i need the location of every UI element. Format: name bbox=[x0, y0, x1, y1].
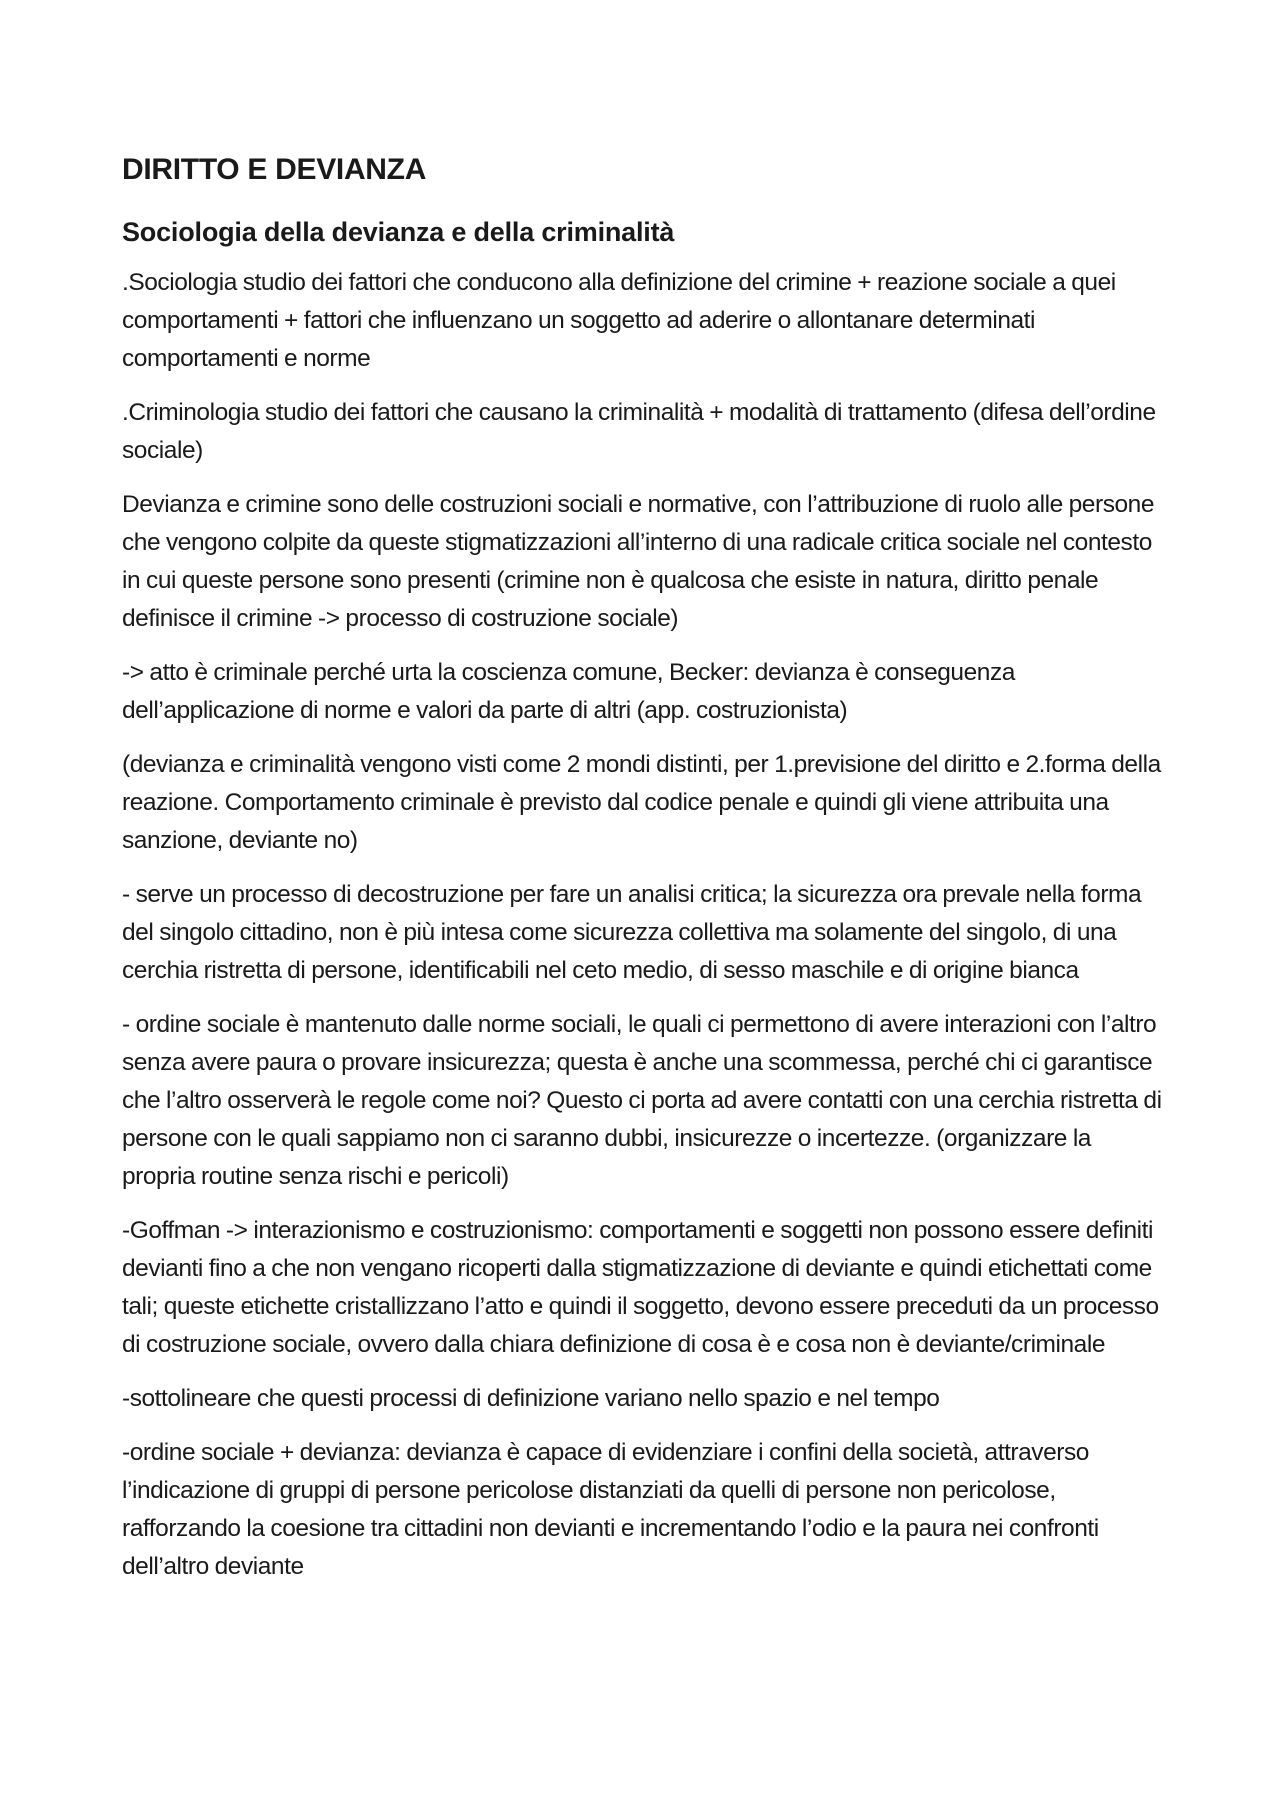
paragraph-sociologia: .Sociologia studio dei fattori che conducono alla definizione del crimine + reazione sociale a quei comportamenti + fattori che influenzano un soggetto ad aderire o allontanare determinati comportamenti e norme bbox=[122, 269, 1116, 372]
paragraph-criminologia: .Criminologia studio dei fattori che causano la criminalità + modalità di trattamento (difesa dell’ordine sociale) bbox=[122, 399, 1156, 464]
paragraph-due-mondi: (devianza e criminalità vengono visti come 2 mondi distinti, per 1.previsione del diritto e 2.forma della reazione. Comportamento criminale è previsto dal codice penale e quindi gli viene attribuita una sanzione, deviante no) bbox=[122, 751, 1161, 854]
paragraph-decostruzione: - serve un processo di decostruzione per fare un analisi critica; la sicurezza ora prevale nella forma del singolo cittadino, non è più intesa come sicurezza collettiva ma solamente del singolo, di una cerchia ristretta di persone, identificabili nel ceto medio, di sesso maschile e di origine bianca bbox=[122, 881, 1142, 984]
document-title: DIRITTO E DEVIANZA bbox=[122, 153, 427, 186]
document-subtitle: Sociologia della devianza e della criminalità bbox=[122, 217, 675, 247]
paragraph-spazio-tempo: -sottolineare che questi processi di definizione variano nello spazio e nel tempo bbox=[122, 1385, 940, 1412]
paragraph-confini-societa: -ordine sociale + devianza: devianza è capace di evidenziare i confini della società, attraverso l’indicazione di gruppi di persone pericolose distanziati da quelli di persone non pericolose, rafforzando la coesione tra cittadini non devianti e incrementando l’odio e la paura nei confronti dell’altro deviante bbox=[122, 1439, 1099, 1580]
paragraph-becker: -> atto è criminale perché urta la coscienza comune, Becker: devianza è conseguenza dell’applicazione di norme e valori da parte di altri (app. costruzionista) bbox=[122, 659, 1015, 724]
paragraph-goffman: -Goffman -> interazionismo e costruzionismo: comportamenti e soggetti non possono essere definiti devianti fino a che non vengano ricoperti dalla stigmatizzazione di deviante e quindi etichettati come tali; queste etichette cristallizzano l’atto e quindi il soggetto, devono essere preceduti da un processo di costruzione sociale, ovvero dalla chiara definizione di cosa è e cosa non è deviante/criminale bbox=[122, 1217, 1159, 1358]
paragraph-devianza-crimine: Devianza e crimine sono delle costruzioni sociali e normative, con l’attribuzione di ruolo alle persone che vengono colpite da queste stigmatizzazioni all’interno di una radicale critica sociale nel contesto in cui queste persone sono presenti (crimine non è qualcosa che esiste in natura, diritto penale definisce il crimine -> processo di costruzione sociale) bbox=[122, 491, 1155, 632]
paragraph-ordine-sociale: - ordine sociale è mantenuto dalle norme sociali, le quali ci permettono di avere interazioni con l’altro senza avere paura o provare insicurezza; questa è anche una scommessa, perché chi ci garantisce che l’altro osserverà le regole come noi? Questo ci porta ad avere contatti con una cerchia ristretta di persone con le quali sappiamo non ci saranno dubbi, insicurezze o incertezze. (organizzare la propria routine senza rischi e pericoli) bbox=[122, 1011, 1162, 1190]
document-page bbox=[122, 150, 1167, 1602]
